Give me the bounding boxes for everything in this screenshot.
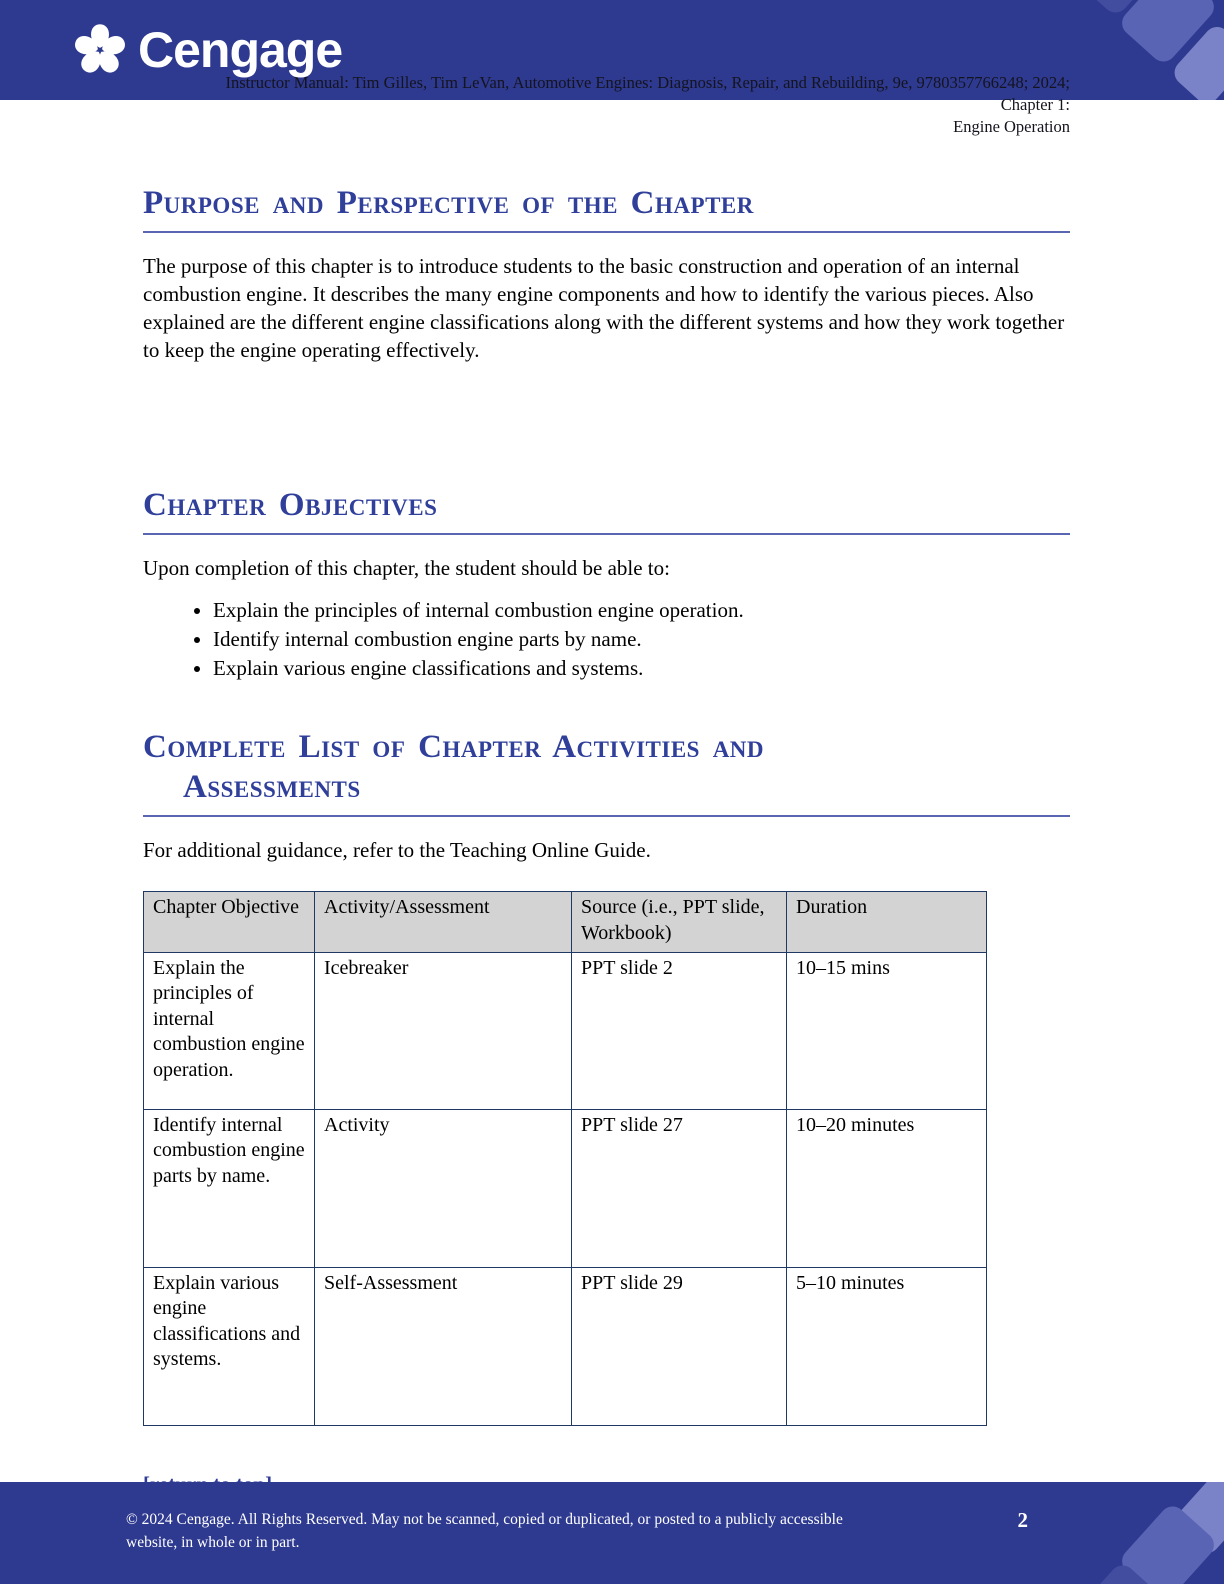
cengage-logo — [72, 22, 342, 78]
table-header-cell: Chapter Objective — [144, 892, 315, 953]
objectives-intro: Upon completion of this chapter, the student should be able to: — [143, 556, 670, 581]
bullet-item: • Explain the principles of internal combustion engine operation. — [213, 597, 1070, 625]
page-number: 2 — [1017, 1508, 1028, 1532]
purpose-paragraph: The purpose of this chapter is to introduce students to the basic construction and operation of an internal combustion engine. It describes the many engine components and how to identify the various pieces. Also explained are the different engine classifications along with the different systems and how they work together to keep the engine operating effectively. — [143, 254, 1065, 363]
table-cell: 10–15 mins — [787, 953, 987, 1110]
section-title-purpose: Purpose and Perspective of the Chapter — [143, 183, 1070, 233]
activities-table — [143, 891, 987, 1426]
table-header-row — [144, 892, 987, 953]
section-title-activities — [143, 727, 1070, 818]
page-footer — [0, 1482, 1224, 1584]
bullet-item: • Identify internal combustion engine parts by name. — [213, 626, 1070, 654]
activities-title-line1: Complete List of Chapter Activities and — [143, 728, 765, 765]
objectives-bullet-list — [143, 597, 1070, 683]
activities-title-line2: Assessments — [183, 769, 361, 806]
table-row — [144, 953, 987, 1110]
table-cell: Activity — [315, 1110, 572, 1268]
footer-copyright: © 2024 Cengage. All Rights Reserved. May not be scanned, copied or duplicated, or posted to a publicly accessible website, in whole or in part. — [126, 1511, 843, 1551]
cengage-spark-icon — [72, 22, 128, 78]
cengage-wordmark: Cengage — [138, 22, 343, 78]
section-title-objectives: Chapter Objectives — [143, 485, 1070, 535]
table-header-cell: Duration — [787, 892, 987, 953]
header-manual-line1: Instructor Manual: Tim Gilles, Tim LeVan, Automotive Engines: Diagnosis, Repair, and Rebuilding, 9e, 9780357766248; 2024; Chapter 1: — [225, 73, 1070, 114]
table-cell: Icebreaker — [315, 953, 572, 1110]
table-cell: Identify internal combustion engine parts by name. — [144, 1110, 315, 1268]
bullet-item: • Explain various engine classifications and systems. — [213, 655, 1070, 683]
table-cell: Self-Assessment — [315, 1268, 572, 1426]
table-cell: PPT slide 27 — [572, 1110, 787, 1268]
table-cell: Explain the principles of internal combustion engine operation. — [144, 953, 315, 1110]
table-cell: 10–20 minutes — [787, 1110, 987, 1268]
table-cell: PPT slide 2 — [572, 953, 787, 1110]
table-row — [144, 1110, 987, 1268]
activities-intro: For additional guidance, refer to the Teaching Online Guide. — [143, 838, 651, 863]
header-manual-line2: Engine Operation — [953, 117, 1070, 136]
table-header-cell: Activity/Assessment — [315, 892, 572, 953]
table-cell: Explain various engine classifications and systems. — [144, 1268, 315, 1426]
table-cell: 5–10 minutes — [787, 1268, 987, 1426]
table-header-cell: Source (i.e., PPT slide, Workbook) — [572, 892, 787, 953]
table-row — [144, 1268, 987, 1426]
table-cell: PPT slide 29 — [572, 1268, 787, 1426]
